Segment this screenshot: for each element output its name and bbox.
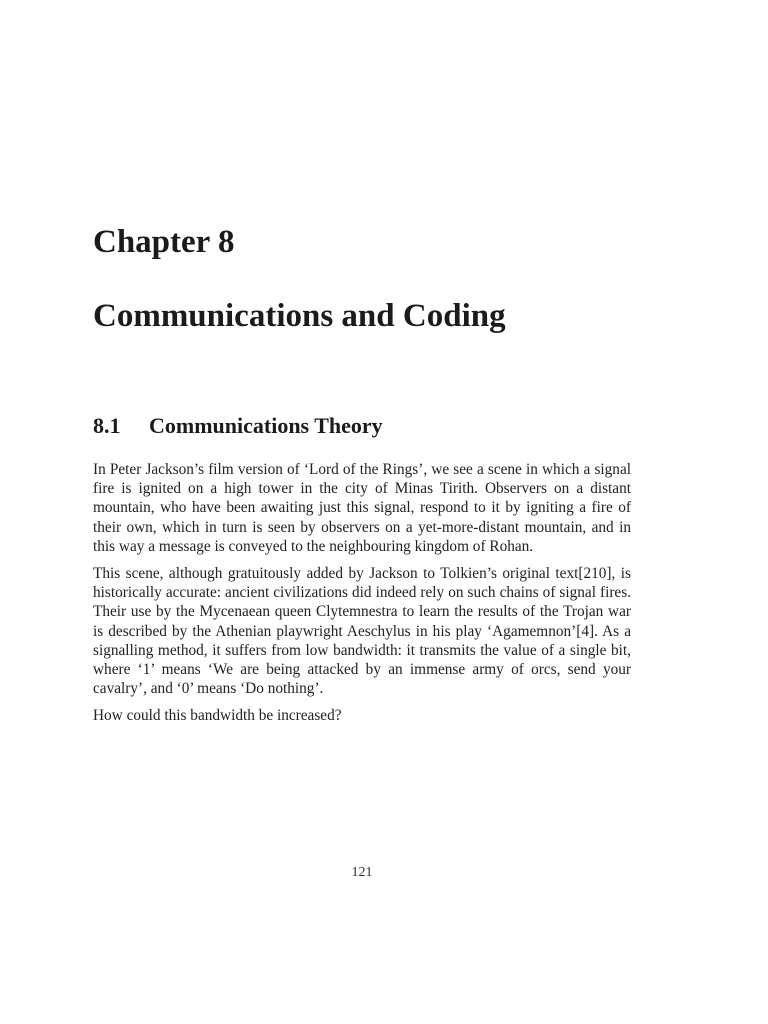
paragraph: In Peter Jackson’s film version of ‘Lord of the Rings’, we see a scene in which a signal fire is ignited on a high tower in the city of Minas Tirith. Observers on a distant mountain, who have been awaiting just this signal, respond to it by igniting a fire of their own, which in turn is seen by observers on a yet-more-distant mountain, and in this way a message is conveyed to the neighbouring kingdom of Rohan. [93, 461, 631, 555]
page-number: 121 [351, 865, 373, 880]
paragraph: This scene, although gratuitously added by Jackson to Tolkien’s original text[210], is historically accurate: ancient civilizations did indeed rely on such chains of signal fires. Their use by the Mycenaean queen Clytemnestra to learn the results of the Trojan war is described by the Athenian playwright Aeschylus in his play ‘Agamemnon’[4]. As a signalling method, it suffers from low bandwidth: it transmits the value of a single bit, where ‘1’ means ‘We are being attacked by an immense army of orcs, send your cavalry’, and ‘0’ means ‘Do nothing’. [93, 565, 631, 698]
paragraph: How could this bandwidth be increased? [93, 707, 342, 725]
section-title: Communications Theory [149, 413, 383, 438]
chapter-label: Chapter 8 [93, 224, 235, 260]
section-heading [93, 412, 383, 440]
chapter-title: Communications and Coding [93, 298, 506, 334]
body-text [93, 460, 631, 734]
section-number: 8.1 [93, 413, 121, 438]
